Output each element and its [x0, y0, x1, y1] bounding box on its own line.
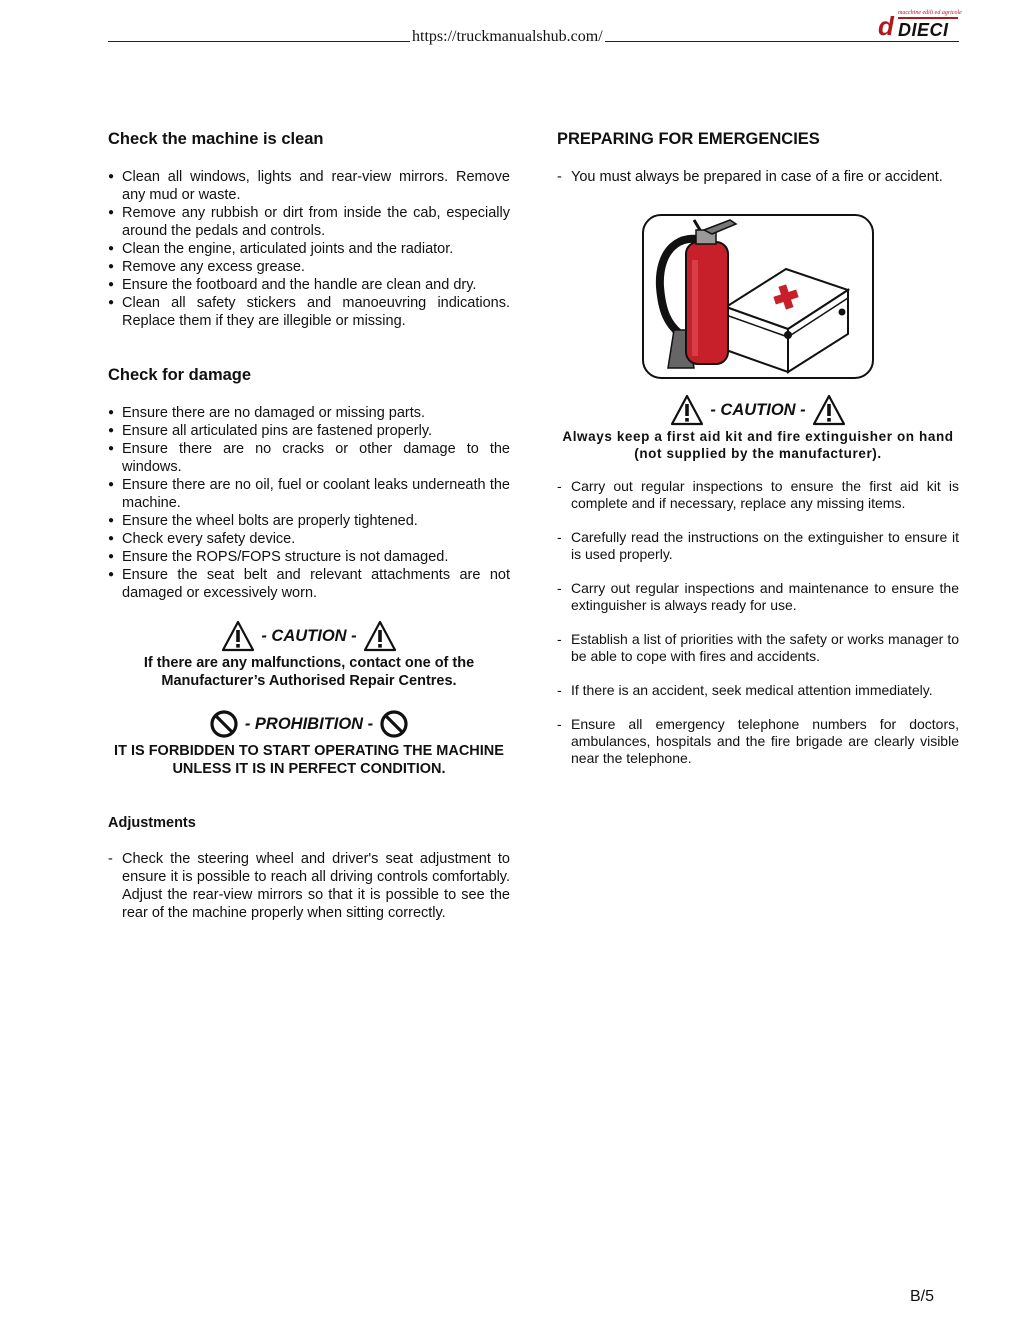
prohibition-heading: [108, 706, 510, 742]
list-item: ● Ensure there are no cracks or other damage to the windows.: [108, 440, 510, 476]
dieci-logo: [878, 8, 960, 40]
item-text: Establish a list of priorities with the safety or works manager to be able to cope with fires and accidents.: [571, 631, 959, 664]
list-item: ● Ensure the footboard and the handle are clean and dry.: [108, 276, 510, 294]
damage-section-title: Check for damage: [108, 366, 252, 384]
caution-notice-right: Always keep a first aid kit and fire extinguisher on hand (not supplied by the manufacturer).: [562, 429, 954, 461]
item-text: Carefully read the instructions on the extinguisher to ensure it is used properly.: [571, 529, 959, 562]
damage-list: [108, 404, 510, 602]
adjustments-item: [108, 850, 510, 922]
list-item: ● Remove any excess grease.: [108, 258, 510, 276]
list-item: ● Ensure the wheel bolts are properly tightened.: [108, 512, 510, 530]
list-item: [557, 478, 959, 512]
logo-bar: [898, 17, 958, 19]
list-item: ● Remove any rubbish or dirt from inside the cab, especially around the pedals and controls.: [108, 204, 510, 240]
clean-section-title: Check the machine is clean: [108, 130, 324, 148]
item-text: Carry out regular inspections to ensure the first aid kit is complete and if necessary, replace any missing items.: [571, 478, 959, 511]
caution-heading: [108, 618, 510, 654]
left-column: [108, 128, 510, 939]
list-item: ● Clean all windows, lights and rear-view mirrors. Remove any mud or waste.: [108, 168, 510, 204]
caution-label: - CAUTION -: [710, 401, 806, 419]
warning-triangle-icon: [363, 620, 397, 652]
warning-triangle-icon: [670, 394, 704, 426]
list-item: [557, 529, 959, 563]
warning-triangle-icon: [221, 620, 255, 652]
logo-mark: d: [878, 11, 894, 41]
adjustments-title: Adjustments: [108, 815, 196, 831]
dash-marker: -: [557, 716, 562, 732]
list-item: ● Clean the engine, articulated joints and the radiator.: [108, 240, 510, 258]
emergency-list: [557, 478, 959, 767]
right-column: [557, 128, 959, 784]
prohibition-icon: [209, 709, 239, 739]
warning-triangle-icon: [812, 394, 846, 426]
emergencies-intro: [557, 168, 959, 186]
list-item: [557, 716, 959, 767]
prohibition-icon: [379, 709, 409, 739]
list-item: ● Ensure all articulated pins are fastened properly.: [108, 422, 510, 440]
caution-heading-right: [557, 392, 959, 428]
caution-notice: If there are any malfunctions, contact one of the Manufacturer’s Authorised Repair Centres.: [143, 655, 475, 689]
dash-marker: -: [557, 580, 562, 596]
page-number: B/5: [910, 1288, 935, 1305]
list-item: ● Check every safety device.: [108, 530, 510, 548]
caution-label: - CAUTION -: [261, 627, 357, 645]
item-text: If there is an accident, seek medical attention immediately.: [571, 682, 933, 698]
list-item: ● Clean all safety stickers and manoeuvring indications. Replace them if they are illegible or missing.: [108, 294, 510, 330]
dash-marker: -: [557, 631, 562, 647]
prohibition-notice: IT IS FORBIDDEN TO START OPERATING THE MACHINE UNLESS IT IS IN PERFECT CONDITION.: [114, 743, 504, 777]
list-item: ● Ensure there are no oil, fuel or coolant leaks underneath the machine.: [108, 476, 510, 512]
dash-marker: -: [557, 529, 562, 545]
intro-text: You must always be prepared in case of a fire or accident.: [571, 169, 943, 185]
header-url[interactable]: https://truckmanualshub.com/: [412, 28, 603, 45]
dash-marker: -: [557, 169, 562, 185]
item-text: Ensure all emergency telephone numbers for doctors, ambulances, hospitals and the fire brigade are clearly visible near the telephone.: [571, 716, 959, 766]
list-item: [557, 631, 959, 665]
prohibition-label: - PROHIBITION -: [244, 715, 374, 733]
list-item: ● Ensure the ROPS/FOPS structure is not damaged.: [108, 548, 510, 566]
list-item: ● Ensure the seat belt and relevant attachments are not damaged or excessively worn.: [108, 566, 510, 602]
dash-marker: -: [557, 478, 562, 494]
emergencies-title: PREPARING FOR EMERGENCIES: [557, 130, 820, 148]
clean-list: [108, 168, 510, 330]
extinguisher-firstaid-illustration: [638, 212, 878, 382]
dash-marker: -: [108, 851, 113, 867]
list-item: [557, 682, 959, 699]
adjustments-text: Check the steering wheel and driver's seat adjustment to ensure it is possible to reach all driving controls comfortably. Adjust the rear-view mirrors so that it is possible to see the rear of the machine properly when sitting correctly.: [122, 851, 510, 921]
item-text: Carry out regular inspections and maintenance to ensure the extinguisher is always ready for use.: [571, 580, 959, 613]
list-item: [557, 580, 959, 614]
dash-marker: -: [557, 682, 562, 698]
logo-tagline: macchine edili ed agricole: [898, 10, 962, 16]
list-item: ● Ensure there are no damaged or missing parts.: [108, 404, 510, 422]
logo-brand: DIECI: [898, 20, 949, 40]
